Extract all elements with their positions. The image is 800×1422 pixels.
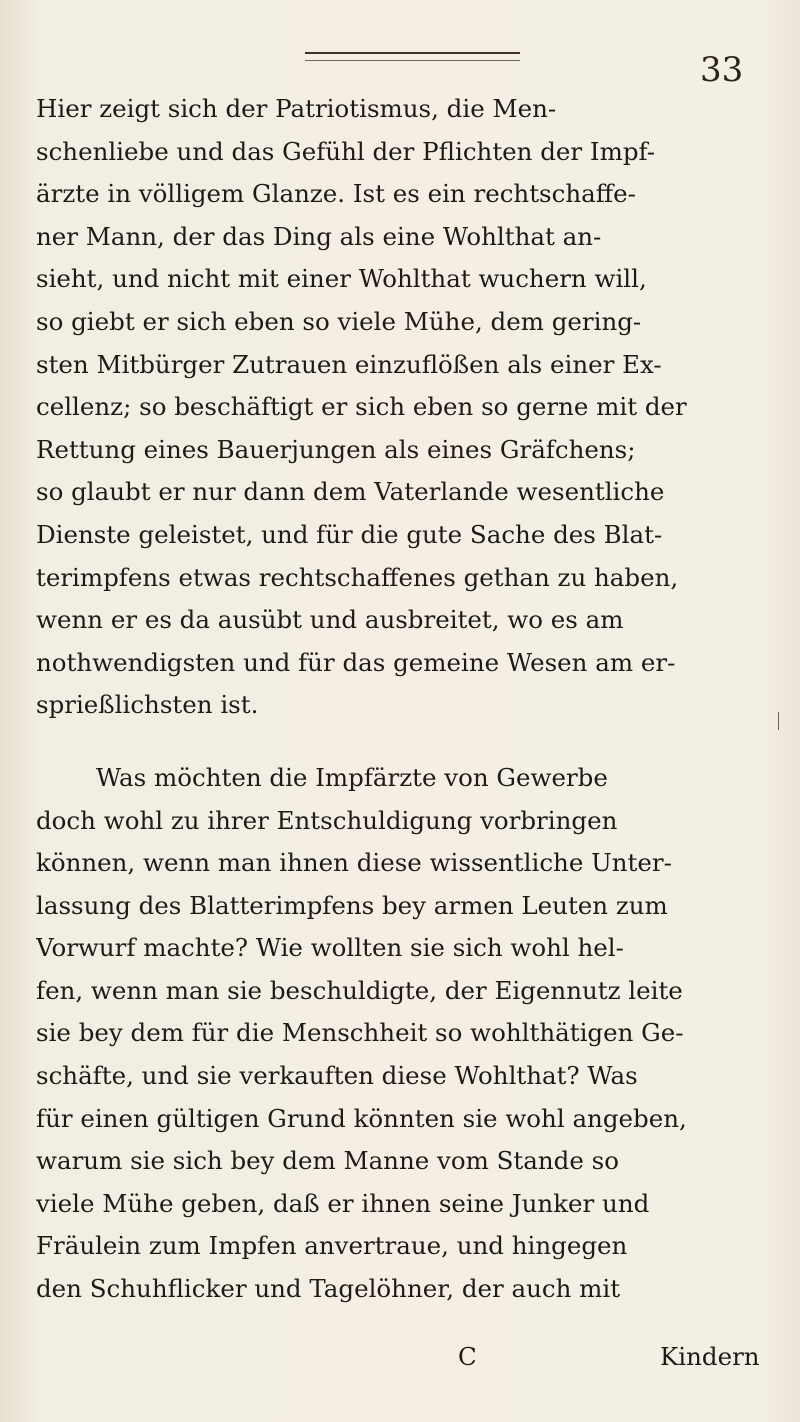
text-line: viele Mühe geben, daß er ihnen seine Junker und: [36, 1188, 650, 1218]
text-line: sten Mitbürger Zutrauen einzuflößen als einer Ex-: [36, 349, 662, 379]
text-line: so glaubt er nur dann dem Vaterlande wesentliche: [36, 477, 665, 507]
body-text: [36, 88, 772, 1311]
text-line: lassung des Blatterimpfens bey armen Leuten zum: [36, 890, 668, 920]
text-line: sprießlichsten ist.: [36, 690, 259, 720]
text-line: Hier zeigt sich der Patriotismus, die Men-: [36, 94, 557, 123]
margin-mark: [778, 712, 783, 730]
catchword: Kindern: [660, 1342, 760, 1371]
text-line: Rettung eines Bauerjungen als eines Gräfchens;: [36, 434, 636, 464]
text-line: Was möchten die Impfärzte von Gewerbe: [96, 762, 608, 792]
page-number: 33: [700, 50, 744, 90]
paragraph-2: [36, 757, 772, 1311]
text-line: cellenz; so beschäftigt er sich eben so gerne mit der: [36, 392, 687, 422]
catchline: [0, 1342, 800, 1382]
text-line: können, wenn man ihnen diese wissentliche Unter-: [36, 848, 672, 878]
text-line: ärzte in völligem Glanze. Ist es ein rechtschaffe-: [36, 179, 636, 209]
text-line: Dienste geleistet, und für die gute Sache des Blat-: [36, 519, 663, 549]
text-line: für einen gültigen Grund könnten sie wohl angeben,: [36, 1103, 687, 1133]
header-rule: [305, 52, 520, 61]
text-line: doch wohl zu ihrer Entschuldigung vorbringen: [36, 805, 618, 835]
text-line: sie bey dem für die Menschheit so wohlthätigen Ge-: [36, 1018, 684, 1048]
text-line: den Schuhflicker und Tagelöhner, der auch mit: [36, 1274, 621, 1304]
text-line: ner Mann, der das Ding als eine Wohlthat an-: [36, 221, 602, 251]
text-line: so giebt er sich eben so viele Mühe, dem gering-: [36, 306, 642, 336]
text-line: wenn er es da ausübt und ausbreitet, wo es am: [36, 605, 624, 635]
paragraph-1: [36, 88, 772, 727]
text-line: terimpfens etwas rechtschaffenes gethan zu haben,: [36, 562, 679, 592]
paragraph-gap: [36, 727, 772, 757]
text-line: sieht, und nicht mit einer Wohlthat wuchern will,: [36, 264, 647, 294]
text-line: fen, wenn man sie beschuldigte, der Eigennutz leite: [36, 975, 683, 1005]
text-line: schäfte, und sie verkauften diese Wohlthat? Was: [36, 1061, 638, 1091]
signature-mark: C: [458, 1342, 477, 1371]
text-line: schenliebe und das Gefühl der Pflichten der Impf-: [36, 136, 655, 166]
text-line: warum sie sich bey dem Manne vom Stande so: [36, 1146, 619, 1176]
text-line: nothwendigsten und für das gemeine Wesen am er-: [36, 647, 676, 677]
text-line: Vorwurf machte? Wie wollten sie sich wohl hel-: [36, 933, 624, 963]
text-line: Fräulein zum Impfen anvertraue, und hingegen: [36, 1231, 628, 1261]
